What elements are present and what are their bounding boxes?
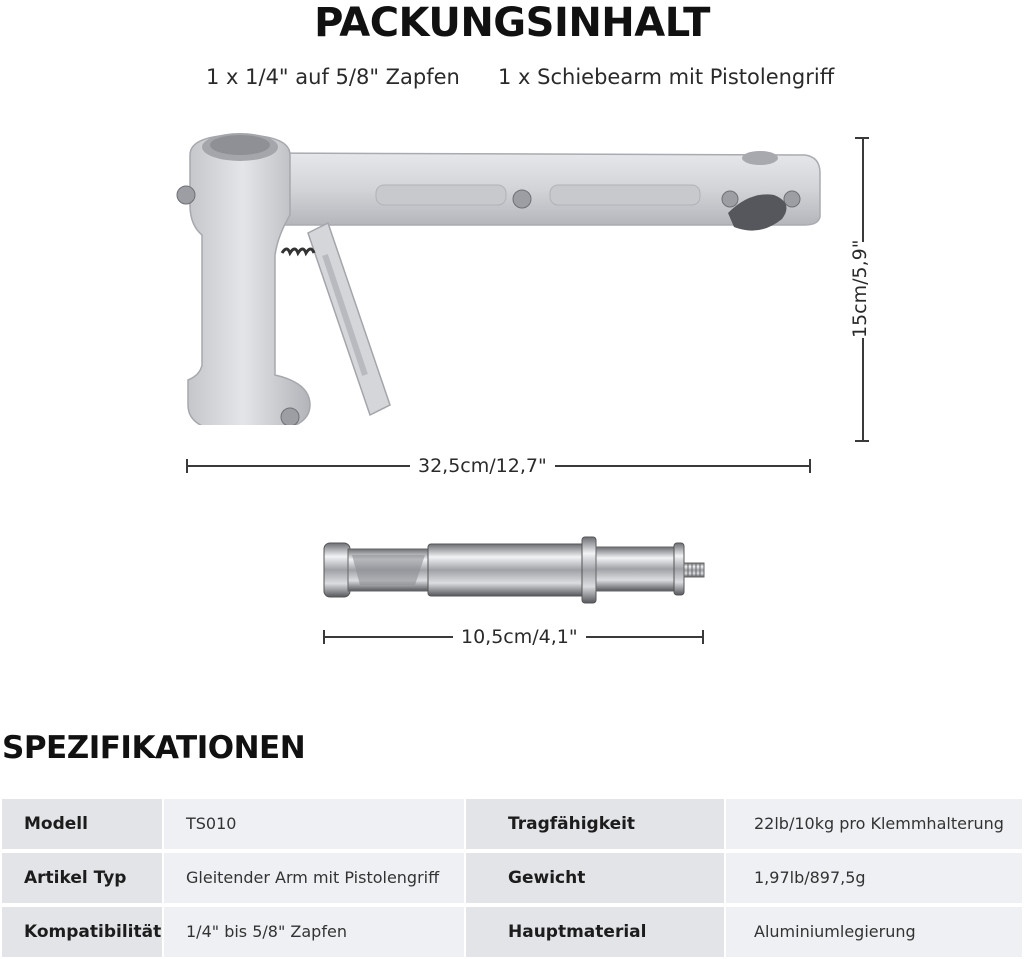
specs-table [2,799,1022,959]
spigot-image [320,535,710,605]
spec-value: 1,97lb/897,5g [726,853,1022,903]
spec-row [2,853,1022,903]
spigot-length-label: 10,5cm/4,1" [453,625,586,649]
spec-row [2,799,1022,849]
arm-width-label: 32,5cm/12,7" [410,454,555,478]
spec-value: 22lb/10kg pro Klemmhalterung [726,799,1022,849]
spec-value: TS010 [164,799,464,849]
arm-height-label: 15cm/5,9" [849,239,871,338]
spec-value: Aluminiumlegierung [726,907,1022,957]
spec-label: Kompatibilität [2,907,162,957]
spec-label: Modell [2,799,162,849]
spec-value: Gleitender Arm mit Pistolengriff [164,853,464,903]
package-item-spigot: 1 x 1/4" auf 5/8" Zapfen [206,65,460,89]
spec-row [2,907,1022,957]
spec-label: Artikel Typ [2,853,162,903]
spec-label: Tragfähigkeit [466,799,724,849]
spec-label: Hauptmaterial [466,907,724,957]
spec-label: Gewicht [466,853,724,903]
package-item-arm: 1 x Schiebearm mit Pistolengriff [498,65,835,89]
sliding-arm-image [160,125,830,425]
page-title: PACKUNGSINHALT [314,0,710,46]
specs-title: SPEZIFIKATIONEN [2,730,306,766]
spec-value: 1/4" bis 5/8" Zapfen [164,907,464,957]
